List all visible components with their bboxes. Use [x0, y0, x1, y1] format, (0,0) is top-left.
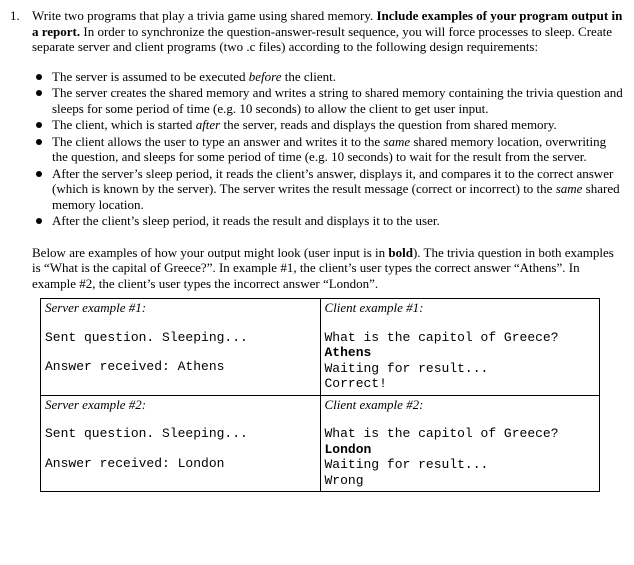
requirement-item: The client allows the user to type an answer and writes it to the same shared memory location, overwriting the question, and sleeps for some period of time (e.g. 10 seconds) to wait for the result from the server. [32, 134, 624, 165]
server-example-2-header: Server example #2: [45, 396, 147, 412]
server-example-1-header: Server example #1: [45, 300, 147, 315]
client-output-line: Waiting for result... [324, 360, 489, 376]
requirement-item: After the server’s sleep period, it reads the client’s answer, displays it, and compares it to the correct answer (which is known by the server). The server writes the result message (correct or incorrect) to the same shared memory location. [32, 166, 624, 213]
requirement-item: The server is assumed to be executed before the client. [32, 69, 624, 85]
requirement-item: The client, which is started after the server, reads and displays the question from shared memory. [32, 117, 624, 133]
question-intro [32, 8, 624, 55]
client-user-input: London [324, 441, 372, 457]
client-example-1-header: Client example #1: [324, 300, 424, 315]
requirements-list [32, 69, 624, 229]
client-result-line: Correct! [324, 376, 387, 391]
intro-rest: In order to synchronize the question-answer-result sequence, you will force processes to sleep. Create separate server and client programs (two .c files) according to the following design requirements: [32, 23, 612, 54]
requirement-item: The server creates the shared memory and writes a string to shared memory containing the trivia question and sleeps for some period of time (e.g. 10 seconds) to allow the client to get user input. [32, 85, 624, 116]
client-result-line: Wrong [324, 472, 364, 488]
intro-sentence: Write two programs that play a trivia game using shared memory. [32, 8, 374, 23]
server-output-line: Sent question. Sleeping... [45, 426, 248, 441]
client-example-1-cell [320, 299, 600, 396]
server-output-line: Answer received: Athens [45, 359, 225, 374]
server-example-1-cell [41, 299, 321, 396]
examples-table [40, 298, 600, 492]
question-number: 1. [10, 8, 20, 23]
client-example-2-cell [320, 395, 600, 492]
examples-paragraph: Below are examples of how your output might look (user input is in bold). The trivia question in both examples is “What is the capital of Greece?”. In example #1, the client’s user types the correct answer “Athens”. In example #2, the client’s user types the incorrect answer “London”. [32, 244, 614, 291]
server-example-2-cell [41, 395, 321, 492]
server-output-line: Sent question. Sleeping... [45, 329, 248, 345]
client-output-line: Waiting for result... [324, 457, 489, 472]
requirement-item: After the client’s sleep period, it reads the result and displays it to the user. [32, 213, 624, 229]
client-output-line: What is the capitol of Greece? [324, 426, 559, 441]
server-output-line: Answer received: London [45, 455, 225, 471]
client-user-input: Athens [324, 345, 372, 360]
question-1 [10, 8, 624, 492]
intro-bold-requirement: Include examples of your program output in a report. [32, 8, 623, 39]
client-example-2-header: Client example #2: [324, 396, 424, 412]
client-output-line: What is the capitol of Greece? [324, 329, 559, 345]
